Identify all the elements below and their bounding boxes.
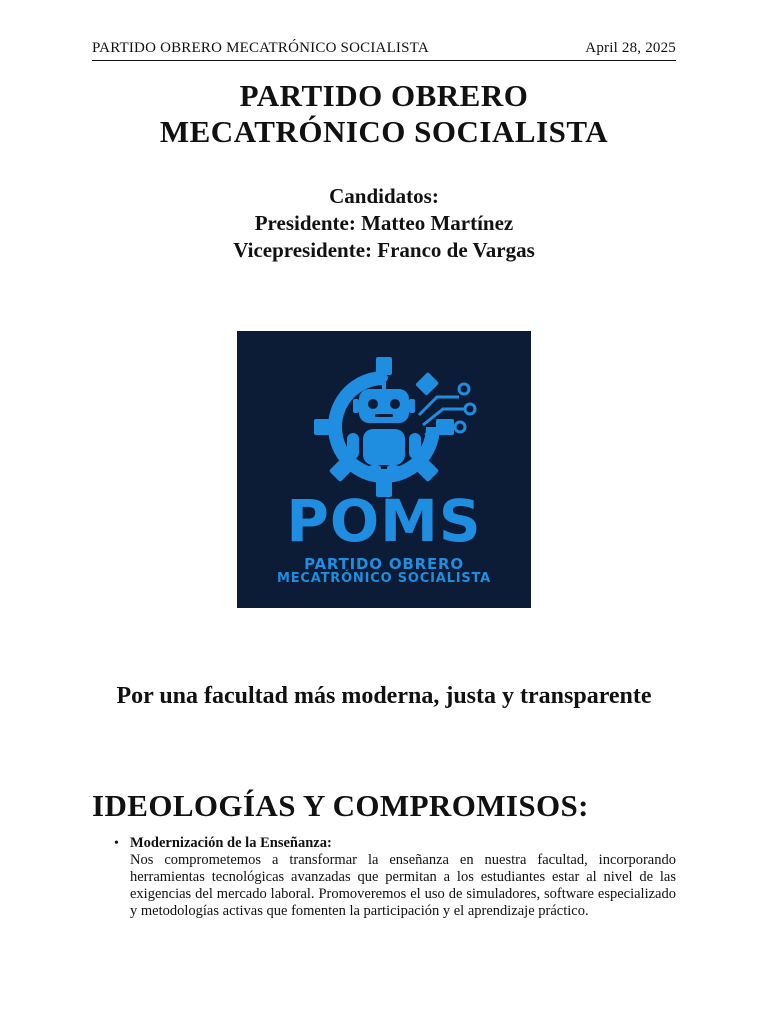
- header-party-name: PARTIDO OBRERO MECATRÓNICO SOCIALISTA: [92, 40, 429, 56]
- logo-subtitle-line-1: PARTIDO OBRERO: [304, 555, 464, 573]
- header-rule: [92, 60, 676, 61]
- candidate-vice-president: Vicepresidente: Franco de Vargas: [233, 238, 535, 262]
- item-body: Nos comprometemos a transformar la enseñanza en nuestra facultad, incorporando herramientas tecnológicas avanzadas que permitan a los estudiantes estar al nivel de las exigencias del mercado laboral. Promoveremos el uso de simuladores, software especializado y metodologías activas que fomenten la participación y el aprendizaje práctico.: [130, 852, 676, 919]
- list-item: [110, 835, 676, 920]
- slogan: Por una facultad más moderna, justa y transparente: [116, 683, 652, 709]
- header-date: April 28, 2025: [585, 40, 676, 56]
- candidate-president: Presidente: Matteo Martínez: [254, 211, 514, 235]
- candidates-heading: Candidatos:: [329, 184, 439, 208]
- section-title: IDEOLOGÍAS Y COMPROMISOS:: [92, 788, 589, 823]
- item-title: Modernización de la Enseñanza:: [130, 835, 332, 851]
- document-title: [92, 78, 676, 150]
- logo-subtitle-line-2: MECATRÓNICO SOCIALISTA: [276, 571, 492, 586]
- title-line-1: PARTIDO OBRERO: [239, 78, 529, 113]
- candidates-block: [92, 183, 676, 264]
- logo-acronym: POMS: [286, 487, 482, 555]
- commitments-list: [110, 835, 676, 920]
- title-line-2: MECATRÓNICO SOCIALISTA: [159, 114, 609, 149]
- party-logo: [237, 331, 531, 608]
- bullet-icon: •: [114, 836, 119, 851]
- running-header: [92, 40, 676, 57]
